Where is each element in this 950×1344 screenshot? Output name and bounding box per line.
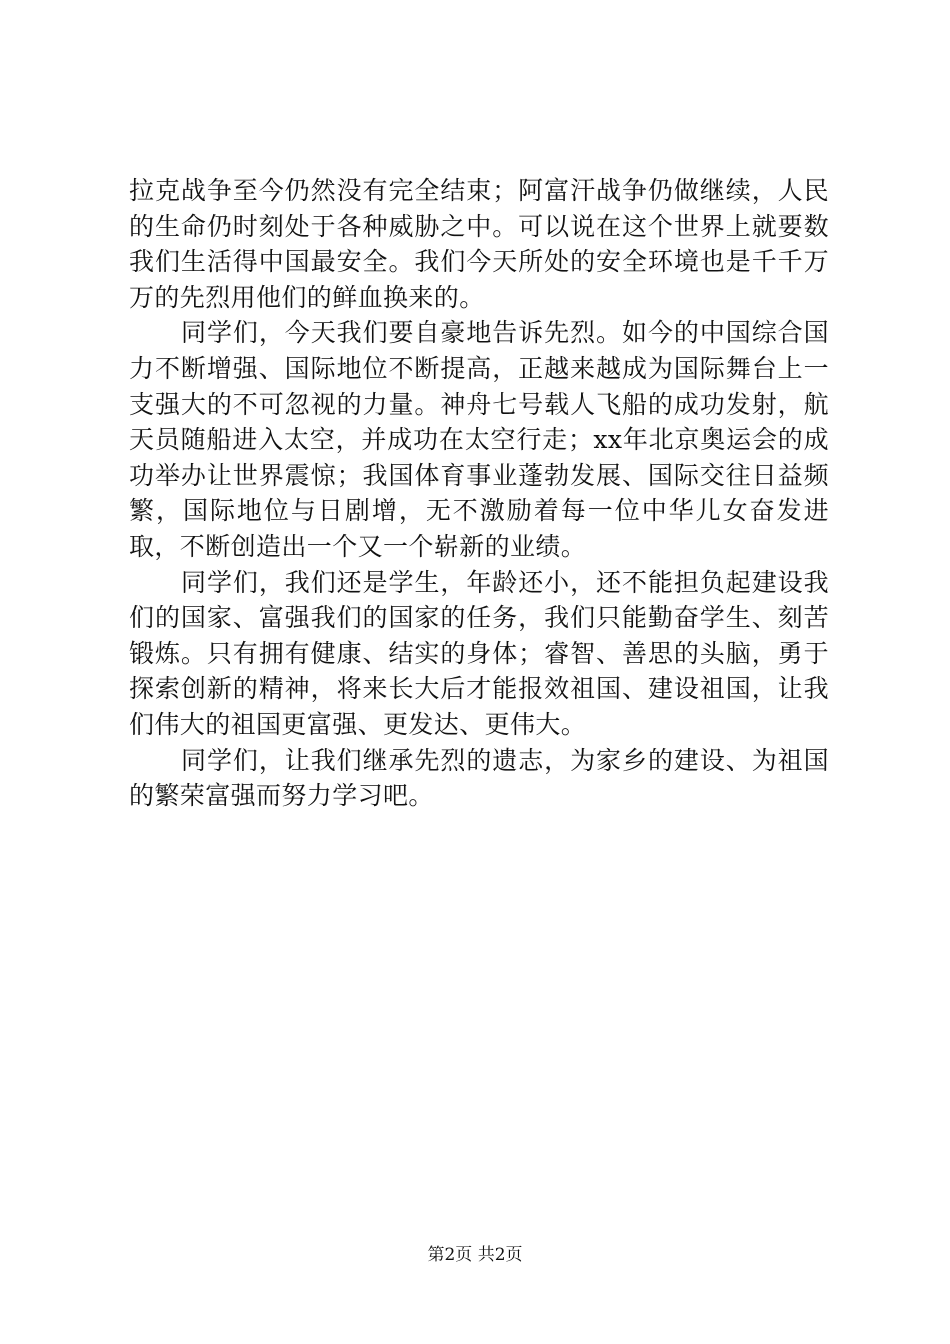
paragraph-students: 同学们，我们还是学生，年龄还小，还不能担负起建设我们的国家、富强我们的国家的任务，我们只能勤奋学生、刻苦锻炼。只有拥有健康、结实的身体；睿智、善思的头脑，勇于探索创新的精神，将来长大后才能报效祖国、建设祖国，让我们伟大的祖国更富强、更发达、更伟大。	[129, 567, 829, 739]
document-body	[129, 173, 829, 814]
paragraph-continuation: 拉克战争至今仍然没有完全结束；阿富汗战争仍做继续，人民的生命仍时刻处于各种威胁之中。可以说在这个世界上就要数我们生活得中国最安全。我们今天所处的安全环境也是千千万万的先烈用他们的鲜血换来的。	[129, 176, 829, 312]
paragraph-pride: 同学们，今天我们要自豪地告诉先烈。如今的中国综合国力不断增强、国际地位不断提高，正越来越成为国际舞台上一支强大的不可忽视的力量。神舟七号载人飞船的成功发射，航天员随船进入太空，并成功在太空行走；xx年北京奥运会的成功举办让世界震惊；我国体育事业蓬勃发展、国际交往日益频繁，国际地位与日剧增，无不激励着每一位中华儿女奋发进取，不断创造出一个又一个崭新的业绩。	[129, 318, 829, 561]
paragraph-closing: 同学们，让我们继承先烈的遗志，为家乡的建设、为祖国的繁荣富强而努力学习吧。	[129, 745, 829, 811]
page-footer: 第2页 共2页	[427, 1245, 523, 1265]
